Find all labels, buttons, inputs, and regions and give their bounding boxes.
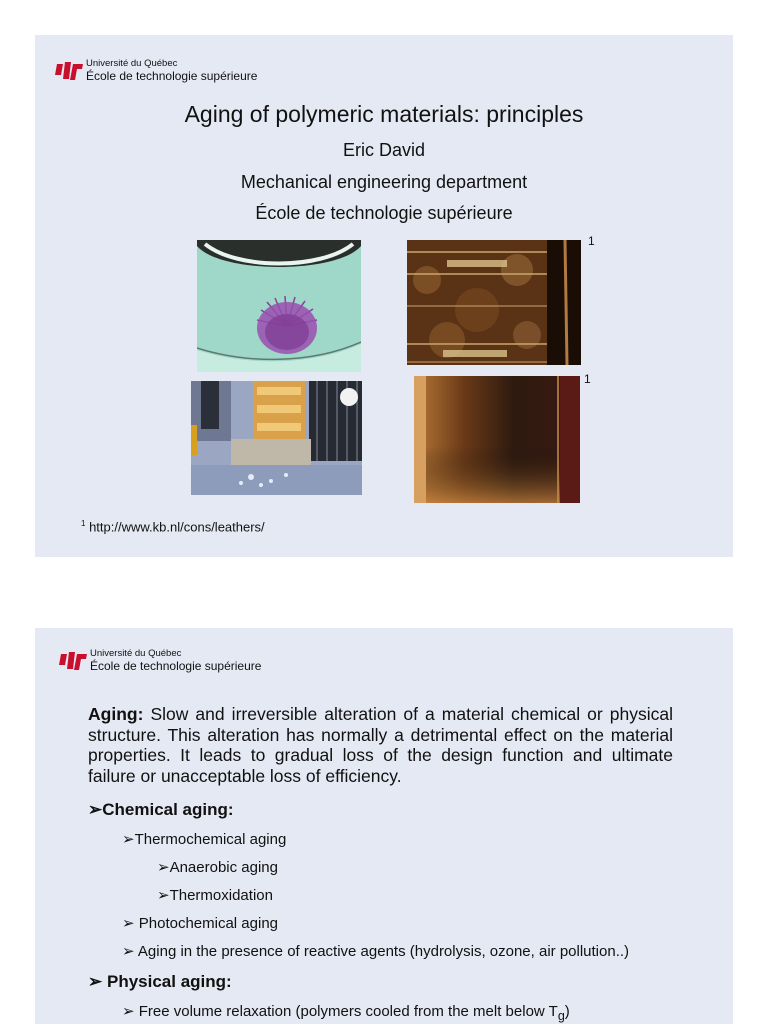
bullet-free-volume-relaxation: [122, 1002, 570, 1023]
ets-logo-icon: [58, 649, 88, 671]
bullet-thermoxidation: [157, 886, 273, 904]
author-name: Eric David: [342, 140, 426, 160]
photo-ref-mark-2: 1: [584, 372, 591, 386]
bullet-label: Thermochemical aging: [134, 831, 287, 848]
bullet-close: ): [564, 1003, 570, 1020]
bullet-label: Anaerobic aging: [169, 859, 278, 876]
broken-glass-street-photo: [191, 381, 362, 495]
spherulite-photo: [197, 240, 361, 372]
arrow-bullet-icon: ➢: [88, 800, 103, 819]
slide-definition: [35, 628, 733, 1024]
bullet-label: Physical aging:: [106, 972, 232, 991]
tg-subscript: g: [557, 1009, 565, 1023]
bullet-anaerobic-aging: [157, 858, 278, 876]
photo-ref-mark-1: 1: [588, 234, 595, 248]
footnote-link[interactable]: http://www.kb.nl/cons/leathers/: [89, 519, 265, 535]
bullet-physical-aging: [88, 972, 232, 992]
aging-definition: [88, 704, 673, 786]
arrow-bullet-icon: ➢: [122, 1003, 135, 1020]
ets-logo-icon: [54, 59, 84, 81]
footnote-mark: 1: [81, 519, 86, 528]
old-book-cover-photo: [414, 376, 580, 503]
bullet-label: Thermoxidation: [169, 887, 273, 904]
bullet-label: Chemical aging:: [102, 800, 234, 819]
definition-text: Slow and irreversible alteration of a material chemical or physical structure. This alteration has normally a detrimental effect on the material properties. It leads to gradual loss of the design function and ultimate failure or unacceptable loss of efficiency.: [88, 704, 673, 786]
arrow-bullet-icon: ➢: [157, 859, 170, 876]
bullet-photochemical-aging: [122, 914, 278, 932]
arrow-bullet-icon: ➢: [122, 943, 135, 960]
logo-line-1: Université du Québec: [86, 58, 178, 69]
logo-line-2: École de technologie supérieure: [86, 69, 258, 83]
bullet-label: Free volume relaxation (polymers cooled from the melt below T: [138, 1003, 558, 1020]
department-name: Mechanical engineering department: [240, 172, 528, 192]
institution-name: École de technologie supérieure: [255, 203, 513, 223]
arrow-bullet-icon: ➢: [157, 887, 170, 904]
arrow-bullet-icon: ➢: [88, 972, 103, 991]
old-book-spine-photo: [407, 240, 581, 365]
definition-term: Aging:: [88, 704, 144, 724]
bullet-chemical-aging: [88, 800, 234, 820]
bullet-label: Aging in the presence of reactive agents (hydrolysis, ozone, air pollution..): [137, 943, 630, 960]
logo-line-1: Université du Québec: [90, 648, 182, 659]
university-logo: [54, 58, 257, 82]
university-logo: [58, 648, 261, 672]
slide-title-text: Aging of polymeric materials: principles: [184, 101, 584, 127]
logo-line-2: École de technologie supérieure: [90, 659, 262, 673]
footnote: [81, 519, 265, 534]
arrow-bullet-icon: ➢: [122, 915, 135, 932]
arrow-bullet-icon: ➢: [122, 831, 135, 848]
bullet-thermochemical-aging: [122, 830, 286, 848]
bullet-label: Photochemical aging: [138, 915, 279, 932]
bullet-reactive-agents: [122, 942, 629, 960]
slide-title: [35, 35, 733, 557]
